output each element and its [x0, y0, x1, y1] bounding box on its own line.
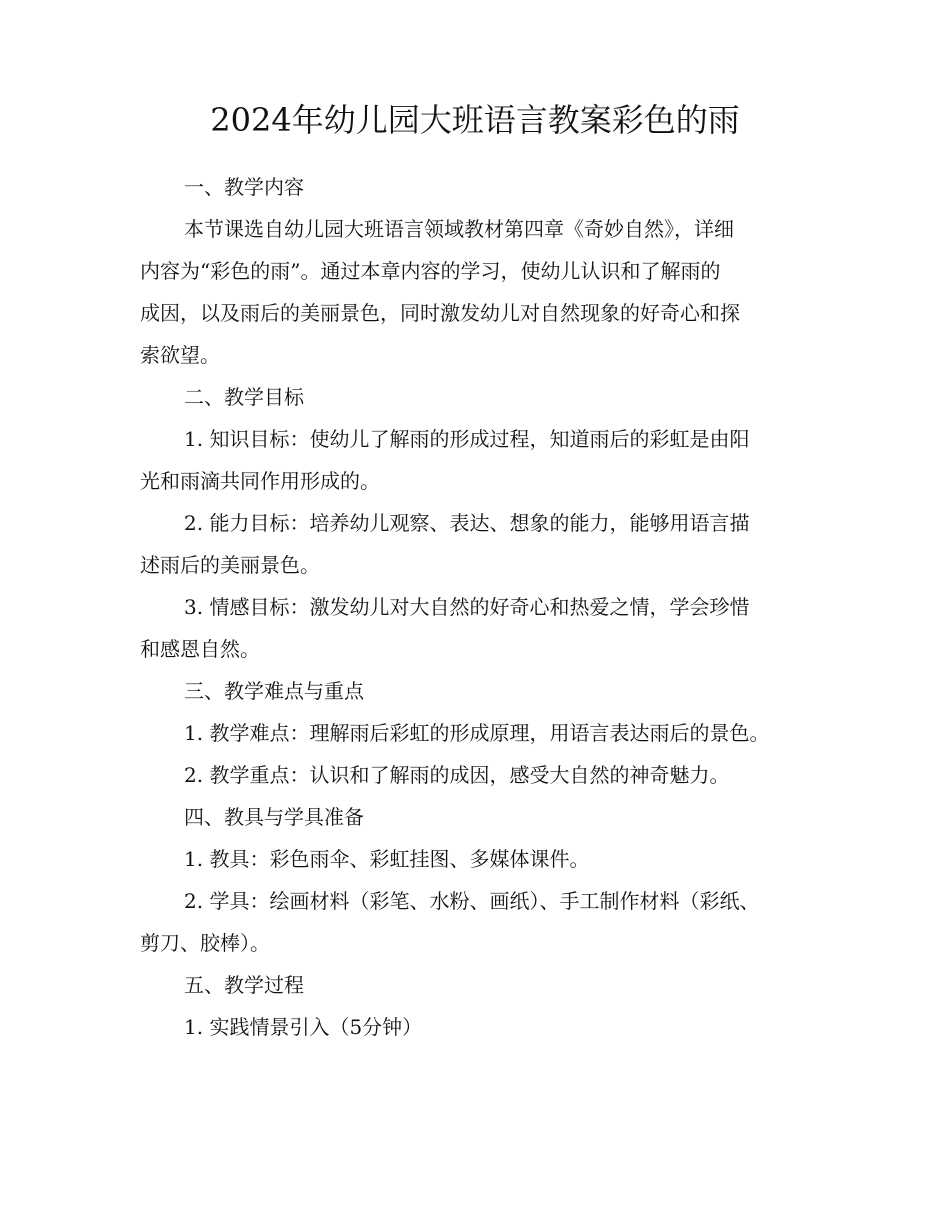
text-line: 述雨后的美丽景色。: [140, 553, 320, 577]
paragraph: [140, 208, 830, 376]
document-body: [140, 166, 830, 1048]
text-line: 三、教学难点与重点: [184, 679, 364, 703]
document-title: 2024年幼儿园大班语言教案彩色的雨: [210, 101, 740, 139]
text-line: 3. 情感目标：激发幼儿对大自然的好奇心和热爱之情，学会珍惜: [184, 595, 750, 619]
text-line: 剪刀、胶棒）。: [140, 931, 270, 955]
text-line: 成因，以及雨后的美丽景色，同时激发幼儿对自然现象的好奇心和探: [140, 301, 740, 325]
text-line: 和感恩自然。: [140, 637, 260, 661]
section-heading: [140, 670, 830, 712]
paragraph: [140, 754, 830, 796]
text-line: 内容为“彩色的雨”。通过本章内容的学习，使幼儿认识和了解雨的: [140, 259, 721, 283]
text-line: 五、教学过程: [184, 973, 304, 997]
text-line: 2. 学具：绘画材料（彩笔、水粉、画纸）、手工制作材料（彩纸、: [184, 889, 760, 913]
text-line: 2. 能力目标：培养幼儿观察、表达、想象的能力，能够用语言描: [184, 511, 750, 535]
paragraph: [140, 880, 830, 964]
text-line: 索欲望。: [140, 343, 220, 367]
section-heading: [140, 964, 830, 1006]
text-line: 四、教具与学具准备: [184, 805, 364, 829]
section-heading: [140, 796, 830, 838]
text-line: 2. 教学重点：认识和了解雨的成因，感受大自然的神奇魅力。: [184, 763, 730, 787]
paragraph: [140, 712, 830, 754]
paragraph: [140, 502, 830, 586]
text-line: 光和雨滴共同作用形成的。: [140, 469, 380, 493]
text-line: 本节课选自幼儿园大班语言领域教材第四章《奇妙自然》，详细: [184, 217, 734, 241]
paragraph: [140, 586, 830, 670]
paragraph: [140, 418, 830, 502]
text-line: 1. 实践情景引入（5分钟）: [184, 1015, 423, 1039]
section-heading: [140, 166, 830, 208]
text-line: 1. 知识目标：使幼儿了解雨的形成过程，知道雨后的彩虹是由阳: [184, 427, 750, 451]
paragraph: [140, 1006, 830, 1048]
section-heading: [140, 376, 830, 418]
text-line: 1. 教学难点：理解雨后彩虹的形成原理，用语言表达雨后的景色。: [184, 721, 770, 745]
paragraph: [140, 838, 830, 880]
text-line: 二、教学目标: [184, 385, 304, 409]
text-line: 1. 教具：彩色雨伞、彩虹挂图、多媒体课件。: [184, 847, 590, 871]
text-line: 一、教学内容: [184, 175, 304, 199]
